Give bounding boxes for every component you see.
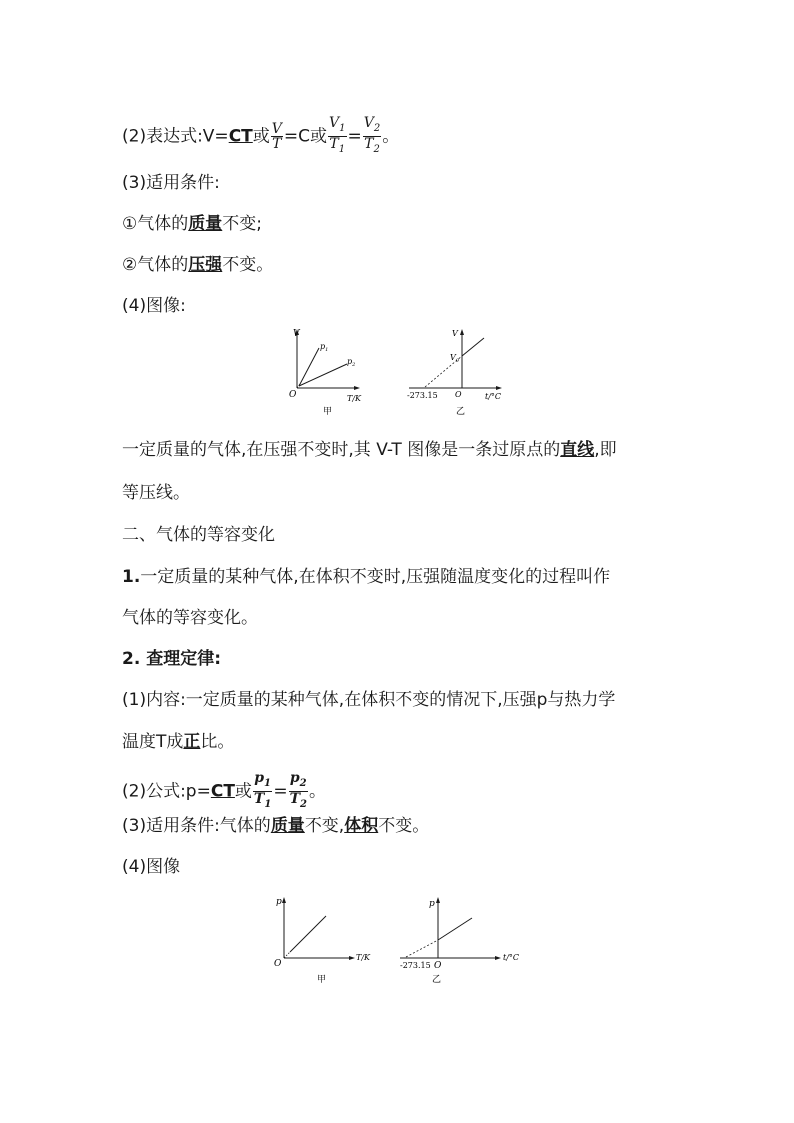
denominator	[328, 137, 347, 157]
caption-jia: 甲	[317, 975, 327, 984]
definition-line-2: 气体的等容变化。	[122, 608, 258, 628]
subscript: 1	[264, 777, 271, 789]
v0-label: $V_0$	[450, 353, 459, 364]
x-axis-arrow	[495, 956, 501, 960]
denominator	[363, 137, 382, 157]
x-axis-label: T/K	[356, 953, 371, 962]
x-axis-arrow	[496, 386, 502, 390]
graph-p-celsius	[400, 897, 519, 984]
line-label-p2: $p_2$	[347, 357, 356, 368]
text: 不变。	[222, 255, 274, 275]
paragraph-line-1	[122, 439, 617, 461]
var: T	[364, 135, 374, 152]
content-line-1: (1)内容:一定质量的某种气体,在体积不变的情况下,压强p与热力学	[122, 690, 616, 710]
origin-label: O	[274, 959, 282, 969]
x-axis-arrow	[354, 386, 360, 390]
extrapolation-dashed	[406, 940, 438, 957]
text: 一定质量的气体,在压强不变时,其 V-T 图像是一条过原点的	[122, 440, 561, 460]
numerator	[289, 771, 308, 792]
y-axis-label: V	[452, 329, 458, 338]
answer-volume: 体积	[344, 816, 379, 836]
var: V	[329, 115, 340, 131]
caption-yi: 乙	[432, 975, 442, 984]
paragraph-line-2: 等压线。	[122, 483, 190, 503]
subscript: 2	[373, 122, 381, 134]
answer-mass: 质量	[188, 214, 223, 234]
graph-p-t	[274, 897, 371, 984]
x-axis-label: t/°C	[485, 392, 502, 401]
var: T	[329, 135, 339, 152]
expression-line	[122, 116, 399, 157]
caption-jia: 甲	[323, 407, 333, 417]
absolute-zero-label: -273.15	[400, 961, 431, 970]
var: T	[253, 790, 265, 807]
answer-mass: 质量	[270, 816, 305, 836]
text: (3)适用条件:气体的	[122, 816, 271, 836]
isochore-line	[290, 916, 326, 952]
denominator	[253, 792, 272, 812]
charles-law-heading: 2. 查理定律:	[122, 649, 222, 669]
graph-v-t	[289, 329, 362, 417]
isobar-p1	[299, 348, 319, 386]
y-axis-label: p	[276, 897, 282, 907]
text: 或	[252, 126, 270, 147]
x-axis-arrow	[349, 956, 355, 960]
answer-straight-line: 直线	[560, 440, 595, 460]
text: (2)表达式:V=	[122, 126, 229, 147]
isochore-line	[438, 918, 472, 940]
figure-isochoric	[270, 892, 530, 984]
y-axis-arrow	[282, 897, 286, 903]
y-axis-label: p	[429, 899, 435, 909]
var: p	[254, 770, 265, 786]
subscript: 1	[339, 122, 346, 134]
subscript: 2	[373, 143, 380, 155]
answer-pressure: 压强	[188, 255, 223, 275]
absolute-zero-label: -273.15	[407, 391, 438, 400]
conditions-heading: (3)适用条件:	[122, 173, 220, 193]
fraction-p1-t1	[253, 771, 272, 812]
numerator	[363, 116, 382, 137]
condition-2	[122, 254, 273, 276]
y-axis-arrow	[436, 897, 440, 903]
text: 不变。	[378, 816, 430, 836]
denominator: T	[272, 135, 282, 152]
condition-1	[122, 213, 262, 235]
subscript: 1	[264, 798, 272, 810]
figure-isobaric	[285, 326, 515, 418]
text: ②气体的	[122, 255, 189, 275]
text: 。	[382, 126, 400, 147]
extrapolation	[284, 952, 290, 958]
text: (2)公式:p=	[122, 781, 211, 802]
line-label-p1: $p_1$	[320, 342, 329, 353]
text: 不变;	[222, 214, 262, 234]
numerator: V	[271, 120, 282, 137]
x-axis-label: t/°C	[503, 953, 520, 962]
graph-v-celsius	[407, 329, 502, 417]
x-axis-label: T/K	[347, 394, 362, 403]
origin-label: O	[289, 390, 297, 400]
var: p	[289, 770, 300, 786]
graph-heading: (4)图像:	[122, 296, 186, 316]
text: =	[347, 126, 362, 147]
text: =	[273, 781, 288, 802]
fraction-v1-t1	[328, 116, 347, 157]
text: ①气体的	[122, 214, 189, 234]
answer-ct: CT	[228, 126, 253, 147]
y-axis-label: V	[293, 329, 300, 339]
text: 或	[310, 126, 328, 147]
graph-heading-2: (4)图像	[122, 857, 181, 877]
answer-ct: CT	[210, 781, 235, 802]
section-heading: 二、气体的等容变化	[122, 525, 275, 545]
text: 一定质量的某种气体,在体积不变时,压强随温度变化的过程叫作	[140, 567, 611, 587]
origin-label: O	[434, 961, 442, 971]
numerator	[328, 116, 347, 137]
var: T	[289, 790, 300, 807]
text: 。	[308, 781, 326, 802]
fraction-v-t	[271, 122, 283, 151]
text: 温度T成	[122, 732, 184, 752]
text: 或	[234, 781, 252, 802]
formula-line	[122, 771, 326, 812]
definition-line-1	[122, 566, 610, 588]
subscript: 1	[338, 143, 346, 155]
numerator	[253, 771, 272, 792]
conditions-line	[122, 815, 429, 837]
answer-direct: 正	[183, 732, 201, 752]
fraction-p2-t2	[289, 771, 308, 812]
text: =C	[283, 126, 311, 147]
fraction-v2-t2	[363, 116, 382, 157]
text: 比。	[200, 732, 235, 752]
text: ,即	[594, 440, 617, 460]
var: V	[363, 115, 374, 131]
content-line-2	[122, 731, 234, 753]
text: 不变,	[304, 816, 345, 836]
isobar-p2	[299, 364, 347, 386]
origin-label: O	[455, 390, 462, 399]
subscript: 2	[299, 798, 307, 810]
caption-yi: 乙	[456, 407, 466, 417]
isobar-line	[462, 338, 484, 356]
denominator	[289, 792, 308, 812]
item-number: 1.	[122, 567, 141, 587]
subscript: 2	[299, 777, 307, 789]
y-axis-arrow	[460, 329, 464, 335]
